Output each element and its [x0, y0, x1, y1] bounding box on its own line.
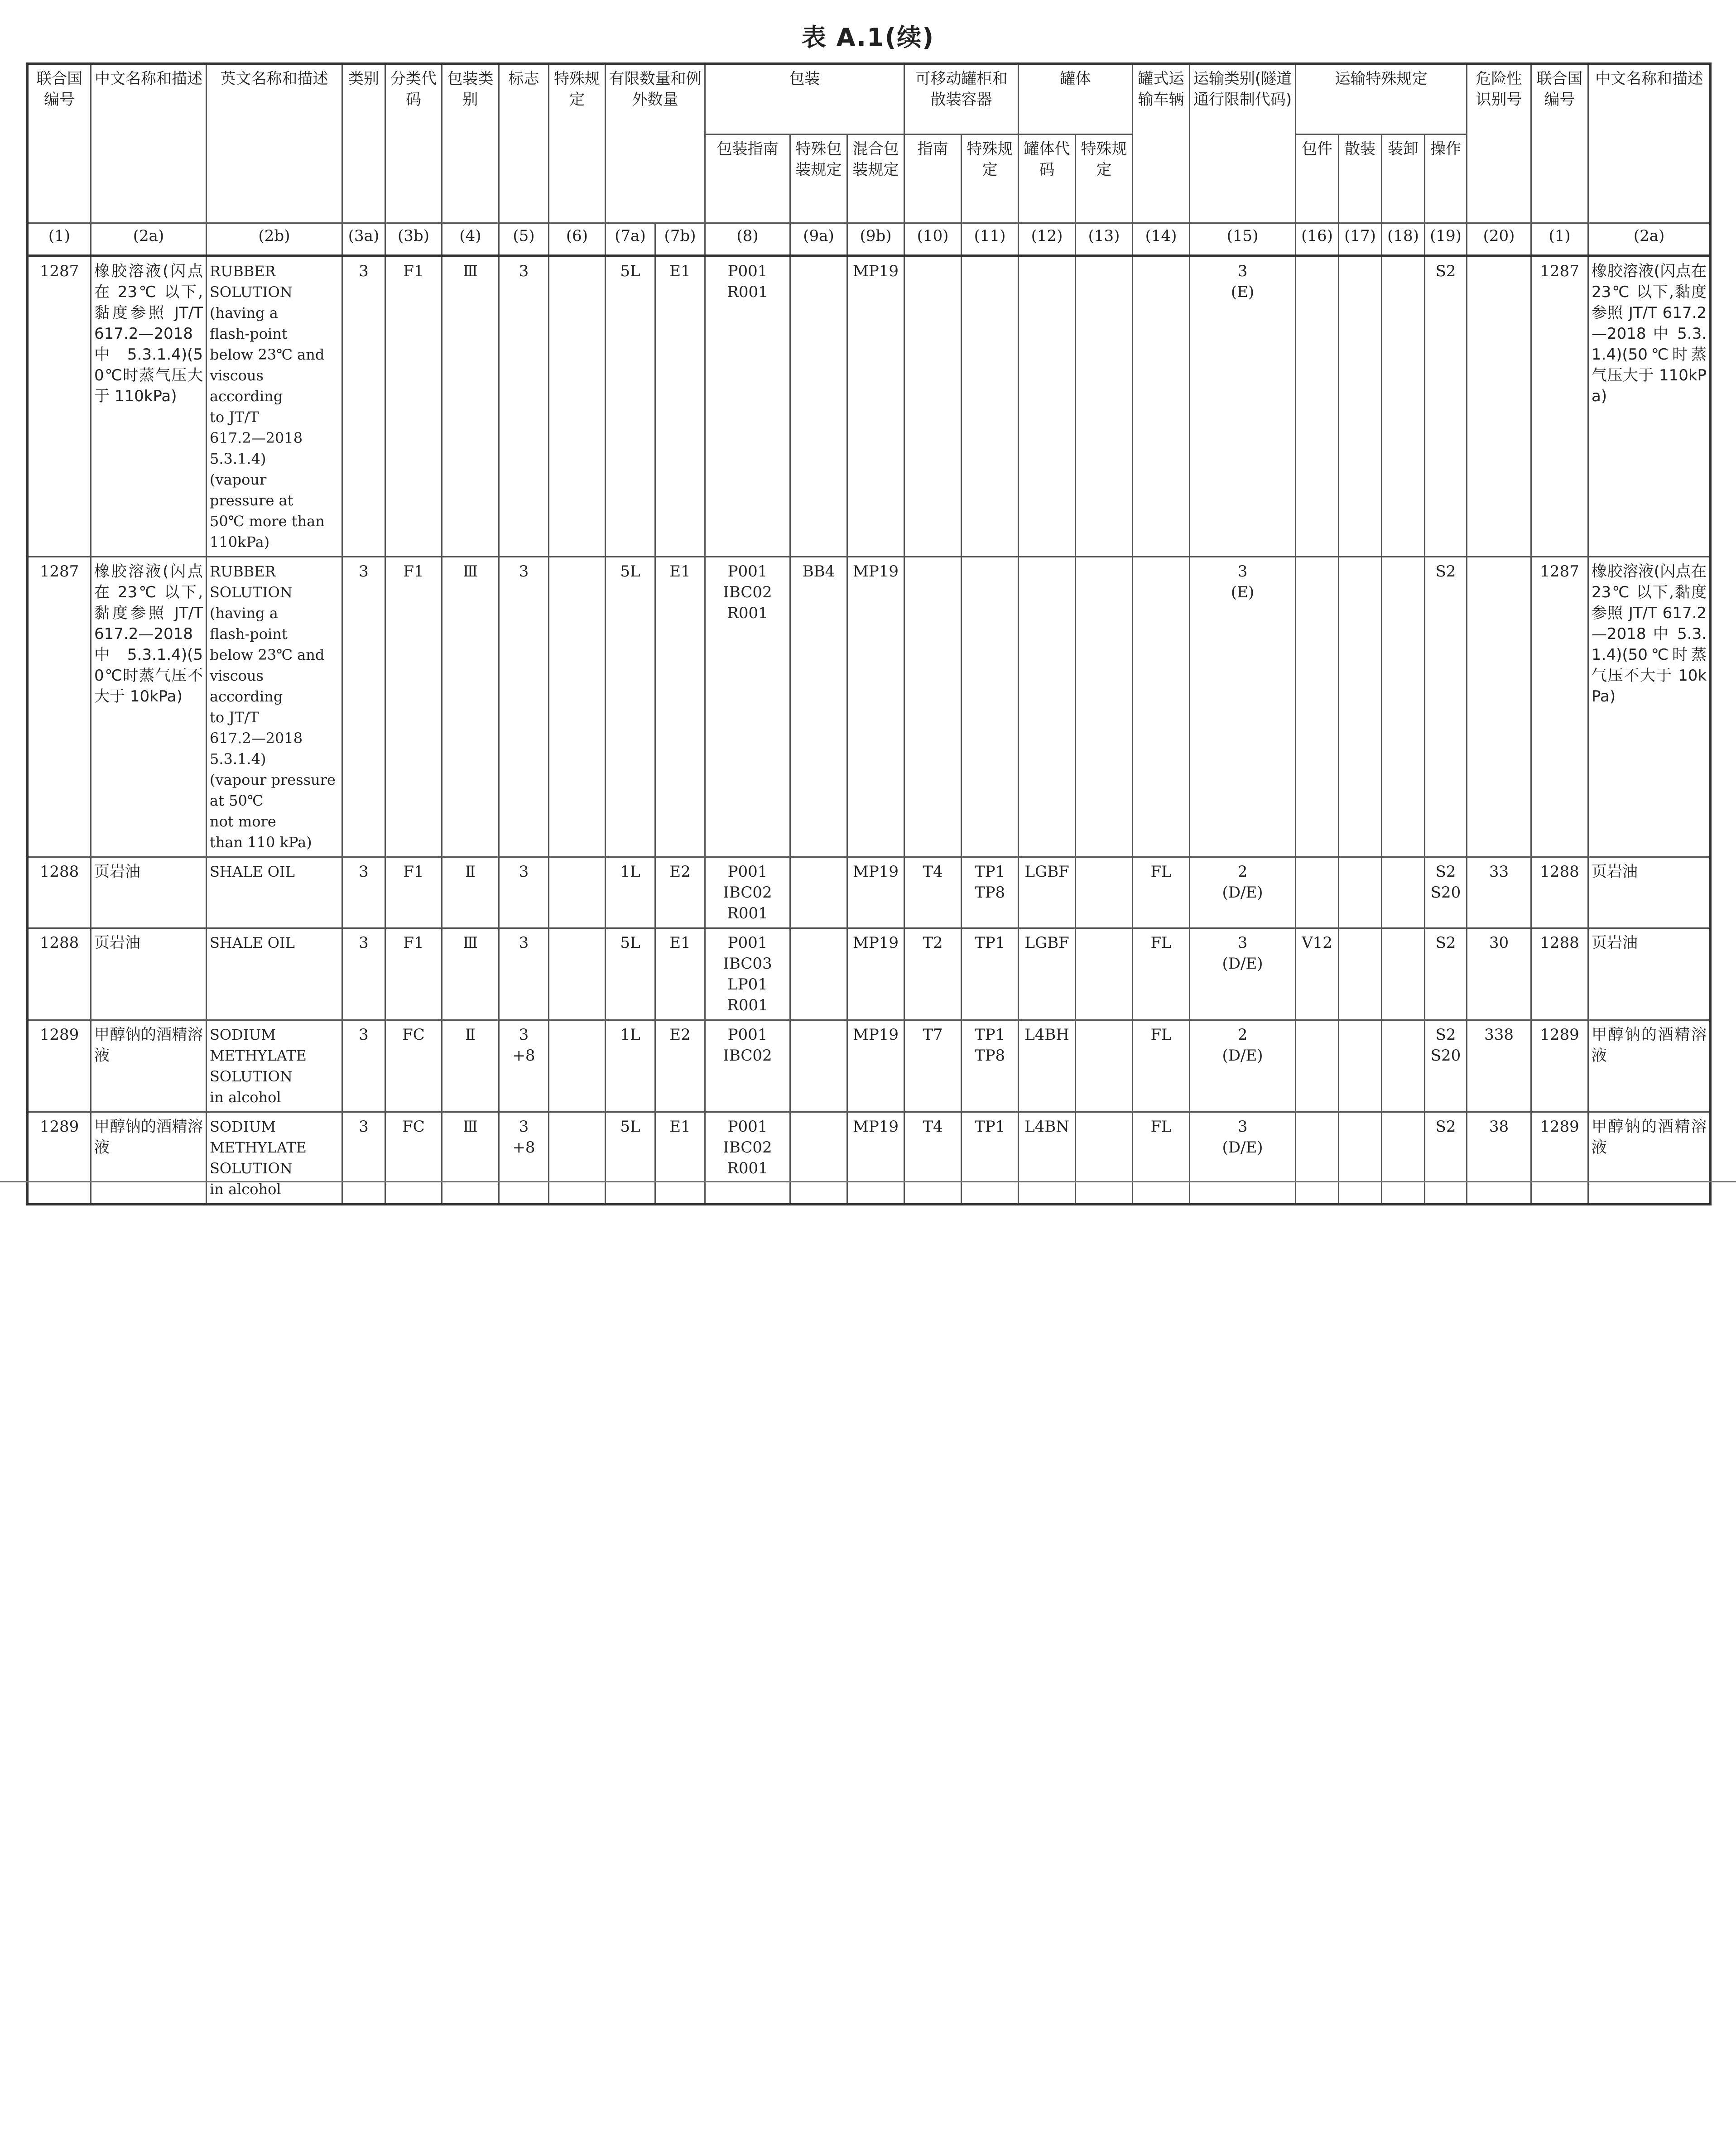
cell-packing-instructions: P001 IBC02 R001	[705, 1112, 790, 1205]
cell-limited-qty: 1L	[606, 857, 655, 928]
header-tanks: 罐体	[1019, 64, 1133, 134]
cell-un-no-repeat: 1289	[1531, 1020, 1588, 1112]
cell-ts-operation: S2	[1425, 1112, 1467, 1205]
cell-name-zh: 橡胶溶液(闪点在 23℃ 以下,黏度参照 JT/T 617.2—2018 中 5.3.1.4)(50℃时蒸气压大于 110kPa)	[91, 256, 207, 557]
col-num: (11)	[962, 223, 1019, 256]
header-un-no-repeat: 联合国编号	[1531, 64, 1588, 223]
header-portable-tanks: 可移动罐柜和散装容器	[904, 64, 1019, 134]
cell-special-provisions	[549, 857, 606, 928]
cell-hazard-id: 30	[1467, 928, 1531, 1020]
cell-transport-category: 3 (E)	[1190, 557, 1296, 857]
cell-tank-code	[1019, 256, 1076, 557]
cell-name-zh-repeat: 页岩油	[1588, 857, 1711, 928]
cell-packing-group: Ⅲ	[442, 1112, 499, 1205]
cell-special-provisions	[549, 1112, 606, 1205]
cell-un-no-repeat: 1287	[1531, 256, 1588, 557]
cell-ts-packages	[1296, 1112, 1339, 1205]
cell-class-code: FC	[385, 1020, 442, 1112]
col-num: (9a)	[790, 223, 847, 256]
cell-class: 3	[342, 256, 385, 557]
cell-name-zh-repeat: 页岩油	[1588, 928, 1711, 1020]
col-num: (7a)	[606, 223, 655, 256]
cell-transport-category: 2 (D/E)	[1190, 1020, 1296, 1112]
cell-special-provisions	[549, 256, 606, 557]
cell-label: 3	[499, 256, 549, 557]
header-ts-packages: 包件	[1296, 134, 1339, 223]
col-num: (5)	[499, 223, 549, 256]
cell-ts-bulk	[1339, 557, 1382, 857]
table-row	[28, 1112, 1711, 1205]
cell-label: 3	[499, 928, 549, 1020]
cell-special-packing	[790, 857, 847, 928]
cell-un-no: 1288	[28, 928, 91, 1020]
header-limited-quantity: 有限数量和例外数量	[606, 64, 705, 223]
cell-tank-vehicle: FL	[1133, 857, 1190, 928]
table-row	[28, 928, 1711, 1020]
cell-excepted-qty: E1	[655, 256, 705, 557]
header-label: 标志	[499, 64, 549, 223]
cell-label: 3 +8	[499, 1112, 549, 1205]
cell-hazard-id: 38	[1467, 1112, 1531, 1205]
cell-excepted-qty: E2	[655, 857, 705, 928]
cell-hazard-id: 338	[1467, 1020, 1531, 1112]
cell-packing-group: Ⅲ	[442, 557, 499, 857]
col-num: (14)	[1133, 223, 1190, 256]
cell-tank-special	[1076, 557, 1133, 857]
cell-name-en: SODIUM METHYLATE SOLUTION in alcohol	[207, 1020, 342, 1112]
cell-ts-operation: S2 S20	[1425, 1020, 1467, 1112]
cell-limited-qty: 5L	[606, 256, 655, 557]
cell-special-packing	[790, 1020, 847, 1112]
table-row	[28, 557, 1711, 857]
cell-tank-special	[1076, 256, 1133, 557]
header-un-no: 联合国编号	[28, 64, 91, 223]
cell-packing-instructions: P001 IBC02 R001	[705, 857, 790, 928]
cell-ts-bulk	[1339, 256, 1382, 557]
cell-un-no-repeat: 1287	[1531, 557, 1588, 857]
cell-transport-category: 2 (D/E)	[1190, 857, 1296, 928]
cell-special-provisions	[549, 928, 606, 1020]
header-pt-instructions: 指南	[904, 134, 962, 223]
cell-pt-instructions: T4	[904, 1112, 962, 1205]
header-class-code: 分类代码	[385, 64, 442, 223]
header-tank-special: 特殊规定	[1076, 134, 1133, 223]
cell-tank-code	[1019, 557, 1076, 857]
header-pt-special: 特殊规定	[962, 134, 1019, 223]
header-ts-operation: 操作	[1425, 134, 1467, 223]
cell-excepted-qty: E1	[655, 928, 705, 1020]
col-num: (2a)	[1588, 223, 1711, 256]
cell-pt-special: TP1 TP8	[962, 857, 1019, 928]
cell-name-zh-repeat: 橡胶溶液(闪点在 23℃ 以下,黏度参照 JT/T 617.2—2018 中 5.3.1.4)(50℃时蒸气压大于 110kPa)	[1588, 256, 1711, 557]
header-name-zh-repeat: 中文名称和描述	[1588, 64, 1711, 223]
table-body	[28, 256, 1711, 1205]
cell-packing-group: Ⅱ	[442, 1020, 499, 1112]
cell-un-no-repeat: 1289	[1531, 1112, 1588, 1205]
header-packaging: 包装	[705, 64, 904, 134]
cell-tank-special	[1076, 1112, 1133, 1205]
header-transport-category: 运输类别(隧道通行限制代码)	[1190, 64, 1296, 223]
cell-special-packing	[790, 928, 847, 1020]
cell-ts-bulk	[1339, 857, 1382, 928]
cell-un-no-repeat: 1288	[1531, 857, 1588, 928]
cell-class-code: F1	[385, 857, 442, 928]
cell-name-zh: 页岩油	[91, 928, 207, 1020]
cell-pt-instructions: T4	[904, 857, 962, 928]
cell-packing-instructions: P001 IBC02	[705, 1020, 790, 1112]
col-num: (9b)	[847, 223, 904, 256]
cell-un-no: 1289	[28, 1020, 91, 1112]
col-num: (6)	[549, 223, 606, 256]
table-row	[28, 857, 1711, 928]
cell-packing-instructions: P001 IBC02 R001	[705, 557, 790, 857]
cell-ts-loading	[1382, 1020, 1425, 1112]
cell-ts-loading	[1382, 1112, 1425, 1205]
cell-ts-bulk	[1339, 1020, 1382, 1112]
cell-packing-group: Ⅱ	[442, 857, 499, 928]
cell-mixed-packing: MP19	[847, 1112, 904, 1205]
cell-tank-special	[1076, 1020, 1133, 1112]
cell-class: 3	[342, 1020, 385, 1112]
col-num: (8)	[705, 223, 790, 256]
cell-name-zh-repeat: 甲醇钠的酒精溶液	[1588, 1112, 1711, 1205]
header-tank-code: 罐体代码	[1019, 134, 1076, 223]
cell-ts-loading	[1382, 557, 1425, 857]
col-num: (10)	[904, 223, 962, 256]
header-name-en: 英文名称和描述	[207, 64, 342, 223]
cell-class-code: FC	[385, 1112, 442, 1205]
cell-transport-category: 3 (D/E)	[1190, 928, 1296, 1020]
cell-ts-packages	[1296, 1020, 1339, 1112]
cell-name-en: RUBBER SOLUTION (having a flash-point below 23℃ and viscous according to JT/T 617.2—2018 5.3.1.4) (vapour pressure at 50℃ not more than 110 kPa)	[207, 557, 342, 857]
table-row	[28, 1020, 1711, 1112]
dangerous-goods-table	[26, 62, 1712, 1205]
cell-name-zh: 甲醇钠的酒精溶液	[91, 1020, 207, 1112]
cell-ts-packages	[1296, 256, 1339, 557]
cell-pt-special	[962, 557, 1019, 857]
header-packing-instructions: 包装指南	[705, 134, 790, 223]
page-bottom-rule	[0, 1181, 1736, 1182]
cell-ts-operation: S2 S20	[1425, 857, 1467, 928]
cell-special-packing	[790, 1112, 847, 1205]
cell-name-en: SHALE OIL	[207, 857, 342, 928]
cell-packing-group: Ⅲ	[442, 928, 499, 1020]
table-title: 表 A.1(续)	[801, 23, 935, 52]
header-packing-group: 包装类别	[442, 64, 499, 223]
cell-pt-special: TP1 TP8	[962, 1020, 1019, 1112]
cell-ts-bulk	[1339, 928, 1382, 1020]
cell-class: 3	[342, 857, 385, 928]
cell-class-code: F1	[385, 256, 442, 557]
header-class: 类别	[342, 64, 385, 223]
cell-class: 3	[342, 1112, 385, 1205]
cell-tank-code: LGBF	[1019, 857, 1076, 928]
cell-excepted-qty: E2	[655, 1020, 705, 1112]
col-num: (17)	[1339, 223, 1382, 256]
cell-pt-instructions: T2	[904, 928, 962, 1020]
cell-ts-operation: S2	[1425, 557, 1467, 857]
cell-limited-qty: 1L	[606, 1020, 655, 1112]
cell-name-en: RUBBER SOLUTION (having a flash-point below 23℃ and viscous according to JT/T 617.2—2018 5.3.1.4) (vapour pressure at 50℃ more than 110kPa)	[207, 256, 342, 557]
cell-name-zh-repeat: 甲醇钠的酒精溶液	[1588, 1020, 1711, 1112]
cell-pt-instructions	[904, 256, 962, 557]
cell-name-en: SHALE OIL	[207, 928, 342, 1020]
cell-limited-qty: 5L	[606, 928, 655, 1020]
cell-ts-loading	[1382, 928, 1425, 1020]
col-num: (3b)	[385, 223, 442, 256]
cell-special-packing: BB4	[790, 557, 847, 857]
cell-ts-operation: S2	[1425, 256, 1467, 557]
cell-tank-code: L4BN	[1019, 1112, 1076, 1205]
cell-un-no: 1287	[28, 256, 91, 557]
cell-ts-loading	[1382, 256, 1425, 557]
cell-excepted-qty: E1	[655, 557, 705, 857]
cell-pt-instructions: T7	[904, 1020, 962, 1112]
cell-name-zh: 页岩油	[91, 857, 207, 928]
cell-un-no-repeat: 1288	[1531, 928, 1588, 1020]
col-num: (12)	[1019, 223, 1076, 256]
cell-class: 3	[342, 928, 385, 1020]
cell-transport-category: 3 (E)	[1190, 256, 1296, 557]
cell-un-no: 1288	[28, 857, 91, 928]
cell-label: 3	[499, 857, 549, 928]
header-name-zh: 中文名称和描述	[91, 64, 207, 223]
cell-pt-special: TP1	[962, 1112, 1019, 1205]
cell-label: 3 +8	[499, 1020, 549, 1112]
cell-pt-instructions	[904, 557, 962, 857]
cell-hazard-id	[1467, 256, 1531, 557]
col-num: (16)	[1296, 223, 1339, 256]
cell-tank-vehicle: FL	[1133, 1112, 1190, 1205]
cell-tank-code: L4BH	[1019, 1020, 1076, 1112]
cell-class: 3	[342, 557, 385, 857]
cell-pt-special	[962, 256, 1019, 557]
cell-mixed-packing: MP19	[847, 256, 904, 557]
cell-limited-qty: 5L	[606, 557, 655, 857]
col-num: (2b)	[207, 223, 342, 256]
cell-special-packing	[790, 256, 847, 557]
col-num: (18)	[1382, 223, 1425, 256]
cell-name-zh: 橡胶溶液(闪点在 23℃ 以下,黏度参照 JT/T 617.2—2018 中 5.3.1.4)(50℃时蒸气压不大于 10kPa)	[91, 557, 207, 857]
cell-tank-vehicle	[1133, 256, 1190, 557]
cell-pt-special: TP1	[962, 928, 1019, 1020]
cell-tank-special	[1076, 928, 1133, 1020]
cell-tank-vehicle: FL	[1133, 1020, 1190, 1112]
cell-packing-group: Ⅲ	[442, 256, 499, 557]
header-mixed-packing: 混合包装规定	[847, 134, 904, 223]
cell-ts-packages	[1296, 557, 1339, 857]
cell-ts-loading	[1382, 857, 1425, 928]
cell-special-provisions	[549, 1020, 606, 1112]
cell-packing-instructions: P001 IBC03 LP01 R001	[705, 928, 790, 1020]
cell-class-code: F1	[385, 557, 442, 857]
cell-ts-packages	[1296, 857, 1339, 928]
cell-name-zh: 甲醇钠的酒精溶液	[91, 1112, 207, 1205]
column-number-row	[28, 223, 1711, 256]
cell-class-code: F1	[385, 928, 442, 1020]
col-num: (4)	[442, 223, 499, 256]
cell-ts-packages: V12	[1296, 928, 1339, 1020]
header-special-provisions: 特殊规定	[549, 64, 606, 223]
col-num: (2a)	[91, 223, 207, 256]
cell-ts-operation: S2	[1425, 928, 1467, 1020]
cell-special-provisions	[549, 557, 606, 857]
header-tank-vehicle: 罐式运输车辆	[1133, 64, 1190, 223]
col-num: (20)	[1467, 223, 1531, 256]
header-transport-special: 运输特殊规定	[1296, 64, 1467, 134]
header-special-packing: 特殊包装规定	[790, 134, 847, 223]
col-num: (13)	[1076, 223, 1133, 256]
cell-mixed-packing: MP19	[847, 857, 904, 928]
cell-label: 3	[499, 557, 549, 857]
cell-name-zh-repeat: 橡胶溶液(闪点在 23℃ 以下,黏度参照 JT/T 617.2—2018 中 5.3.1.4)(50℃时蒸气压不大于 10kPa)	[1588, 557, 1711, 857]
cell-limited-qty: 5L	[606, 1112, 655, 1205]
header-hazard-id: 危险性识别号	[1467, 64, 1531, 223]
cell-ts-bulk	[1339, 1112, 1382, 1205]
col-num: (7b)	[655, 223, 705, 256]
cell-mixed-packing: MP19	[847, 928, 904, 1020]
col-num: (1)	[28, 223, 91, 256]
col-num: (19)	[1425, 223, 1467, 256]
header-ts-loading: 装卸	[1382, 134, 1425, 223]
col-num: (3a)	[342, 223, 385, 256]
cell-tank-vehicle: FL	[1133, 928, 1190, 1020]
cell-transport-category: 3 (D/E)	[1190, 1112, 1296, 1205]
cell-hazard-id	[1467, 557, 1531, 857]
cell-mixed-packing: MP19	[847, 1020, 904, 1112]
col-num: (15)	[1190, 223, 1296, 256]
cell-packing-instructions: P001 R001	[705, 256, 790, 557]
header-ts-bulk: 散装	[1339, 134, 1382, 223]
cell-un-no: 1289	[28, 1112, 91, 1205]
cell-hazard-id: 33	[1467, 857, 1531, 928]
table-row	[28, 256, 1711, 557]
cell-un-no: 1287	[28, 557, 91, 857]
cell-tank-special	[1076, 857, 1133, 928]
cell-mixed-packing: MP19	[847, 557, 904, 857]
cell-tank-vehicle	[1133, 557, 1190, 857]
col-num: (1)	[1531, 223, 1588, 256]
cell-tank-code: LGBF	[1019, 928, 1076, 1020]
cell-excepted-qty: E1	[655, 1112, 705, 1205]
table-header	[28, 64, 1711, 256]
cell-name-en: SODIUM METHYLATE SOLUTION in alcohol	[207, 1112, 342, 1205]
